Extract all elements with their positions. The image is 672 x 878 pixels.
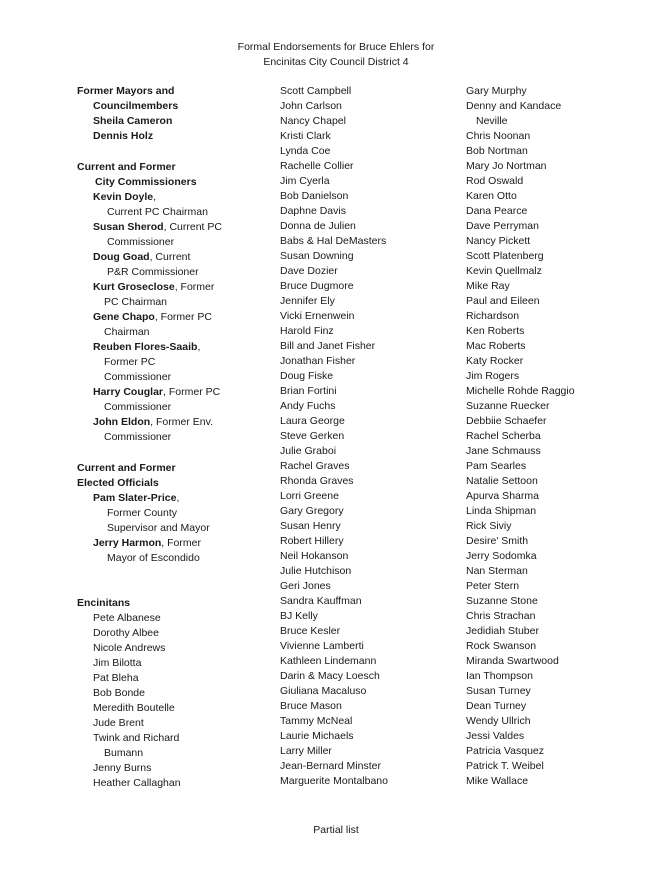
list-item: Lynda Coe [280,145,331,157]
list-item: Dave Perryman [466,220,539,232]
list-item: Pete Albanese [93,612,161,624]
list-item: Michelle Rohde Raggio [466,385,575,397]
list-item: Mary Jo Nortman [466,160,547,172]
endorsements-column-3 [466,84,666,789]
endorser-entry [77,491,267,506]
list-item: Former PC [104,356,156,368]
list-item: Linda Shipman [466,505,537,517]
list-item: Susan Turney [466,685,531,697]
list-item: Jim Rogers [466,370,520,382]
list-item: Rhonda Graves [280,475,354,487]
list-item: Sandra Kauffman [280,595,362,607]
endorser-entry [77,415,267,430]
endorser-title: , Former Env. [150,416,213,428]
section-heading: City Commissioners [95,176,197,188]
list-item: Katy Rocker [466,355,524,367]
list-item: Miranda Swartwood [466,655,559,667]
endorser-title: , [176,492,180,504]
list-item: Steve Gerken [280,430,345,442]
list-item: Suzanne Ruecker [466,400,550,412]
list-item: Lorri Greene [280,490,339,502]
list-item: Giuliana Macaluso [280,685,367,697]
list-item: Bumann [104,747,144,759]
list-item: Donna de Julien [280,220,356,232]
section-heading: Current and Former [77,161,176,173]
list-item: Peter Stern [466,580,520,592]
endorsements-column-2 [280,84,455,789]
endorser-name: Reuben Flores-Saaib [93,341,198,353]
list-item: Neville [476,115,508,127]
list-item: Larry Miller [280,745,332,757]
list-item: Former County [107,507,178,519]
list-item: Daphne Davis [280,205,346,217]
list-item: Debbiie Schaefer [466,415,547,427]
endorser-name: John Eldon [93,416,151,428]
list-item: Denny and Kandace [466,100,562,112]
endorsements-column-1 [77,84,267,791]
list-item: Rock Swanson [466,640,537,652]
endorser-title: , [153,191,157,203]
endorser-title: , Former [174,281,215,293]
list-item: Jenny Burns [93,762,152,774]
section-heading: Current and Former [77,462,176,474]
list-item: Jonathan Fisher [280,355,356,367]
list-item: Doug Fiske [280,370,334,382]
list-item: Heather Callaghan [93,777,181,789]
list-item: Dennis Holz [93,130,154,142]
list-item: P&R Commissioner [107,266,199,278]
list-item: Twink and Richard [93,732,180,744]
list-item: Jude Brent [93,717,144,729]
list-item: Kathleen Lindemann [280,655,377,667]
list-item: Nancy Chapel [280,115,346,127]
list-item: Nancy Pickett [466,235,531,247]
endorser-entry [77,220,267,235]
list-item: Kristi Clark [280,130,331,142]
list-item: Jedidiah Stuber [466,625,539,637]
endorser-entry [77,385,267,400]
section-heading: Encinitans [77,597,131,609]
list-item: Gary Murphy [466,85,527,97]
list-item: Patricia Vasquez [466,745,545,757]
endorser-entry [77,536,267,551]
list-item: Commissioner [104,371,172,383]
list-item: Karen Otto [466,190,517,202]
endorser-entry [77,250,267,265]
endorser-entry [77,280,267,295]
list-item: Jennifer Ely [280,295,335,307]
list-item: Kevin Quellmalz [466,265,542,277]
title-line-2: Encinitas City Council District 4 [263,56,409,68]
endorser-name: Kurt Groseclose [93,281,175,293]
list-item: Current PC Chairman [107,206,208,218]
list-item: Jerry Sodomka [466,550,537,562]
list-item: Vivienne Lamberti [280,640,364,652]
list-item: Bob Nortman [466,145,528,157]
list-item: Scott Platenberg [466,250,544,262]
list-item: Rachel Graves [280,460,350,472]
list-item: Nicole Andrews [93,642,166,654]
section-heading: Former Mayors and [77,85,175,97]
list-item: Bob Danielson [280,190,349,202]
list-item: BJ Kelly [280,610,318,622]
list-item: Supervisor and Mayor [107,522,210,534]
list-item: Jessi Valdes [466,730,525,742]
list-item: Vicki Ernenwein [280,310,355,322]
endorser-name: Gene Chapo [93,311,155,323]
list-item: Jim Bilotta [93,657,142,669]
list-item: Ian Thompson [466,670,533,682]
section-spacer [77,144,267,160]
list-item: Wendy Ullrich [466,715,531,727]
list-item: Natalie Settoon [466,475,538,487]
section-spacer [77,566,267,596]
list-item: Ken Roberts [466,325,525,337]
list-item: Dave Dozier [280,265,338,277]
list-item: Pam Searles [466,460,527,472]
list-item: Commissioner [104,431,172,443]
footer-note: Partial list [313,824,359,836]
list-item: Harold Finz [280,325,334,337]
list-item: Laurie Michaels [280,730,354,742]
list-item: Andy Fuchs [280,400,336,412]
list-item: Jane Schmauss [466,445,541,457]
list-item: Dean Turney [466,700,527,712]
list-item: Patrick T. Weibel [466,760,544,772]
list-item: Julie Graboi [280,445,337,457]
list-item: Chris Strachan [466,610,536,622]
list-item: Mike Wallace [466,775,529,787]
title-line-1: Formal Endorsements for Bruce Ehlers for [237,41,435,53]
list-item: Apurva Sharma [466,490,539,502]
list-item: Susan Downing [280,250,354,262]
list-item: Bruce Kesler [280,625,341,637]
list-item: Babs & Hal DeMasters [280,235,387,247]
endorser-title: , Former PC [154,311,213,323]
document-title [0,40,672,70]
endorser-entry [77,190,267,205]
list-item: Chris Noonan [466,130,531,142]
list-item: Robert Hillery [280,535,344,547]
section-spacer [77,445,267,461]
endorser-title: , Current [149,251,191,263]
list-item: Mayor of Escondido [107,552,200,564]
list-item: Dana Pearce [466,205,528,217]
endorser-title: , Former [161,537,201,549]
list-item: Bruce Dugmore [280,280,354,292]
list-item: Jim Cyerla [280,175,330,187]
endorser-name: Harry Couglar [93,386,164,398]
list-item: Julie Hutchison [280,565,352,577]
list-item: Bob Bonde [93,687,145,699]
list-item: Marguerite Montalbano [280,775,388,787]
list-item: Pat Bleha [93,672,139,684]
list-item: Gary Gregory [280,505,344,517]
endorser-entry [77,310,267,325]
list-item: Geri Jones [280,580,331,592]
endorser-name: Doug Goad [93,251,150,263]
list-item: Mike Ray [466,280,510,292]
list-item: John Carlson [280,100,342,112]
list-item: Sheila Cameron [93,115,173,127]
list-item: Meredith Boutelle [93,702,175,714]
list-item: Brian Fortini [280,385,337,397]
list-item: Scott Campbell [280,85,352,97]
list-item: Neil Hokanson [280,550,349,562]
list-item: Bruce Mason [280,700,342,712]
list-item: Commissioner [104,401,172,413]
list-item: Bill and Janet Fisher [280,340,376,352]
endorser-name: Jerry Harmon [93,537,162,549]
list-item: Paul and Eileen [466,295,540,307]
list-item: Rachel Scherba [466,430,541,442]
list-item: Laura George [280,415,345,427]
list-item: Nan Sterman [466,565,528,577]
endorser-name: Pam Slater-Price [93,492,177,504]
list-item: Chairman [104,326,150,338]
list-item: Mac Roberts [466,340,526,352]
list-item: Darin & Macy Loesch [280,670,380,682]
list-item: Jean-Bernard Minster [280,760,381,772]
list-item: Dorothy Albee [93,627,159,639]
list-item: Susan Henry [280,520,341,532]
list-item: Suzanne Stone [466,595,538,607]
endorser-title: , Former PC [163,386,221,398]
list-item: Rick Siviy [466,520,512,532]
endorser-name: Susan Sherod [93,221,164,233]
list-item: Tammy McNeal [280,715,353,727]
list-item: Richardson [466,310,520,322]
list-item: Rod Oswald [466,175,524,187]
list-item: Rachelle Collier [280,160,354,172]
section-heading: Elected Officials [77,477,159,489]
list-item: Commissioner [107,236,175,248]
endorser-name: Kevin Doyle [93,191,154,203]
list-item: Desire' Smith [466,535,529,547]
endorser-entry [77,340,267,355]
section-heading: Councilmembers [93,100,179,112]
endorser-title: , [197,341,201,353]
list-item: PC Chairman [104,296,168,308]
endorser-title: , Current PC [163,221,222,233]
